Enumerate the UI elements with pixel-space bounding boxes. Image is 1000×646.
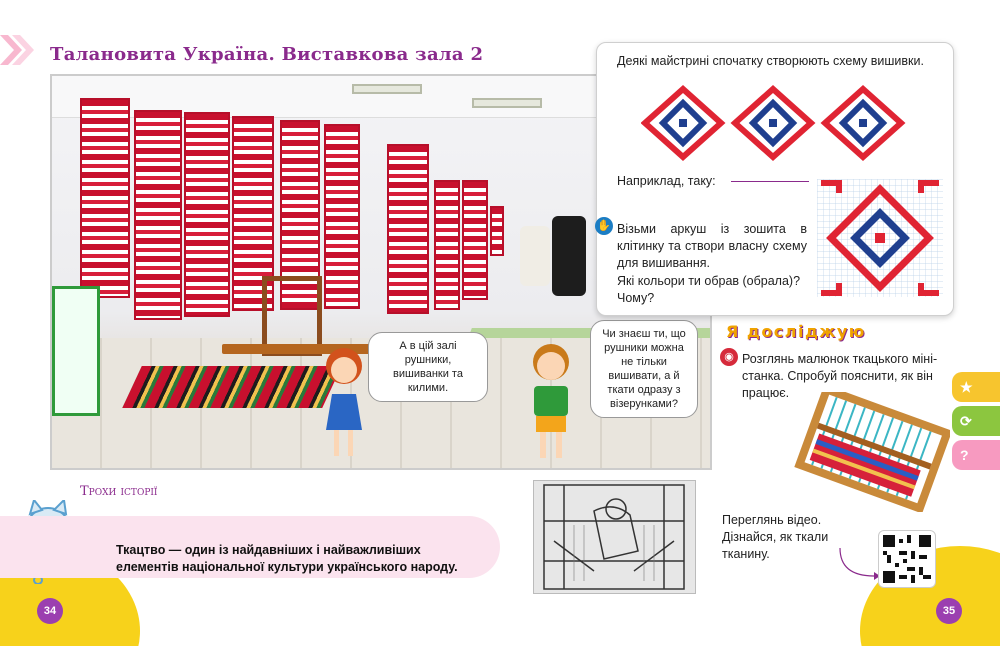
- card-example-text: Наприклад, таку:: [617, 174, 716, 188]
- video-prompt: [722, 512, 828, 563]
- embroidery-scheme-card: [596, 42, 954, 316]
- embroidery-grid-pattern: [817, 179, 943, 297]
- star-icon: ★: [960, 379, 973, 395]
- mini-loom-illustration: [790, 392, 950, 512]
- history-text: Ткацтво — один із найдавніших і найважливіших елементів національної культури українського народу.: [116, 543, 458, 574]
- arrow-to-pattern: [731, 181, 809, 182]
- girl-character: [314, 344, 374, 464]
- question-icon: ?: [960, 447, 969, 463]
- history-heading: Трохи історії: [80, 484, 158, 499]
- explore-icon: ◉: [720, 348, 738, 366]
- refresh-icon: ⟳: [960, 413, 972, 429]
- speech-bubble-boy: Чи знаєш ти, що рушники можна не тільки вишивати, а й ткати одразу з візерунками?: [590, 320, 698, 418]
- question-tab[interactable]: [952, 440, 1000, 470]
- weaving-sketch-image: [533, 480, 696, 594]
- card-intro-text: Деякі майстрині спочатку створюють схему вишивки.: [617, 54, 924, 68]
- qr-code[interactable]: [878, 530, 936, 588]
- arrow-to-qr: [836, 544, 880, 584]
- page-number-left: 34: [37, 598, 63, 624]
- card-task-text: Візьми аркуш із зошита в клітинку та створи власну схему для вишивання.: [617, 222, 807, 270]
- page-title: Талановита Україна. Виставкова зала 2: [50, 44, 484, 65]
- boy-character: [518, 338, 584, 468]
- hand-icon: ✋: [595, 217, 613, 235]
- video-line-1: Переглянь відео.: [722, 513, 822, 527]
- explore-text: Розглянь малюнок ткацького міні-станка. Спробуй пояснити, як він працює.: [742, 352, 938, 400]
- page-number-right: 35: [936, 598, 962, 624]
- embroidery-pattern-strip: [641, 81, 913, 165]
- explore-heading: Я досліджую: [726, 322, 866, 341]
- qr-code-icon: [883, 535, 931, 583]
- repeat-tab[interactable]: [952, 406, 1000, 436]
- card-question-text: Які кольори ти обрав (обрала)? Чому?: [617, 274, 801, 305]
- speech-bubble-girl: А в цій залі рушники, вишиванки та килими.: [368, 332, 488, 402]
- video-line-2: Дізнайся, як ткали: [722, 530, 829, 544]
- star-tab[interactable]: [952, 372, 1000, 402]
- chevron-decoration-icon: [0, 30, 40, 70]
- video-line-3: тканину.: [722, 547, 770, 561]
